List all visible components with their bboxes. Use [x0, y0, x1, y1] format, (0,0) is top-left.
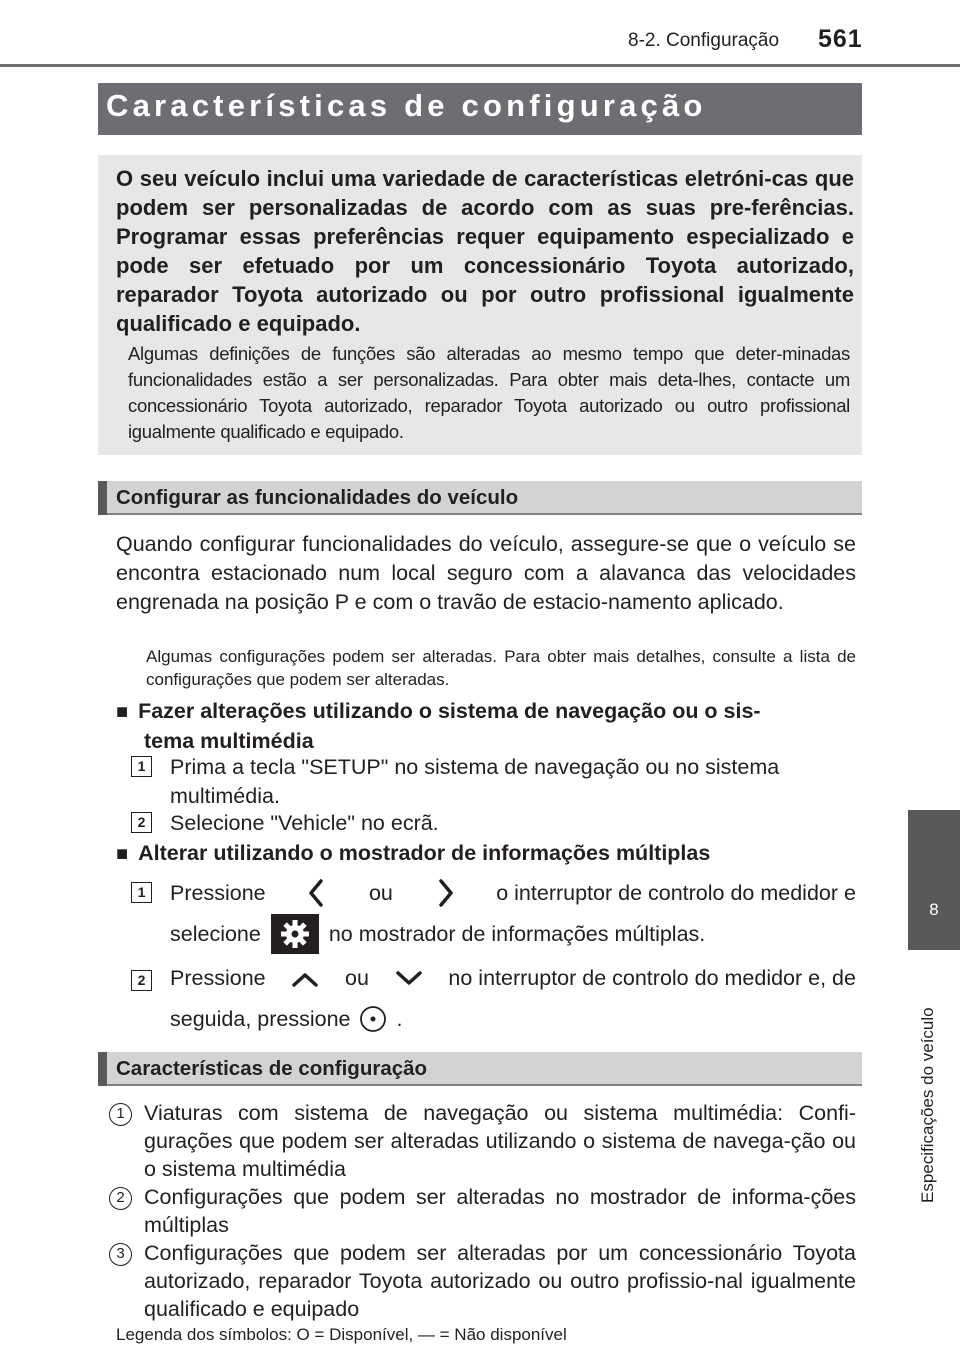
subheading-navigation — [116, 697, 856, 756]
chapter-tab — [908, 810, 960, 950]
step-text: o interruptor de controlo do medidor e — [496, 880, 856, 905]
chapter-label: Especificações do veículo — [918, 1007, 937, 1203]
step-number: 1 — [131, 882, 152, 903]
step-text-line — [170, 1004, 856, 1034]
bullet-square-icon: ■ — [116, 701, 129, 723]
page-number: 561 — [818, 25, 863, 53]
step-text: ou — [345, 966, 369, 990]
step-text: Selecione "Vehicle" no ecrã. — [170, 811, 439, 835]
list-item: Configurações que podem ser alteradas no mostrador de informa-ções múltiplas — [144, 1185, 856, 1237]
subheading-line2: tema multimédia — [144, 729, 314, 753]
section-label: 8-2. Configuração — [628, 30, 780, 51]
list-item: Viaturas com sistema de navegação ou sistema multimédia: Confi-gurações que podem ser alteradas utilizando o sistema de navega-ção ou o sistema multimédia — [144, 1101, 856, 1181]
list-number: 1 — [109, 1103, 132, 1126]
section-heading-configure — [98, 481, 862, 515]
step-text: selecione — [170, 921, 261, 946]
page-title: Características de configuração — [106, 88, 707, 123]
step-text-line — [170, 877, 856, 909]
chapter-number: 8 — [929, 900, 939, 919]
step-text: no mostrador de informações múltiplas. — [328, 921, 706, 946]
step-text: ou — [368, 880, 393, 905]
symbol-legend: Legenda dos símbolos: O = Disponível, — = Não disponível — [116, 1325, 567, 1344]
chevron-down-icon — [393, 968, 425, 990]
list-number: 3 — [109, 1243, 132, 1266]
list-number: 2 — [109, 1187, 132, 1210]
step-text: Pressione — [170, 880, 266, 905]
section-heading-text: Características de configuração — [116, 1057, 428, 1080]
intro-note: Algumas definições de funções são alteradas ao mesmo tempo que deter-minadas funcionalidades estão a ser personalizadas. Para obter mais deta-lhes, contacte um concessionário Toyota autorizado, reparador Toyota autorizado ou outro profissional igualmente qualificado e equipado. — [128, 343, 850, 442]
configure-note: Algumas configurações podem ser alteradas. Para obter mais detalhes, consulte a lista de configurações que podem ser alteradas. — [146, 647, 856, 689]
section-heading-text: Configurar as funcionalidades do veículo — [116, 486, 519, 509]
ok-button-icon — [358, 1004, 388, 1034]
step-text: Prima a tecla "SETUP" no sistema de navegação ou no sistema multimédia. — [170, 755, 780, 808]
step-text: . — [396, 1006, 403, 1031]
list-item: Configurações que podem ser alteradas por um concessionário Toyota autorizado, reparador Toyota autorizado ou outro profissio-nal igualmente qualificado e equipado — [144, 1241, 856, 1321]
step-text: no interruptor de controlo do medidor e, de — [448, 966, 856, 990]
chevron-right-icon — [432, 877, 458, 909]
configure-paragraph: Quando configurar funcionalidades do veículo, assegure-se que o veículo se encontra estacionado num local seguro com a alavanca das velocidades engrenada na posição P e com o travão de estacio-namento aplicado. — [116, 532, 856, 614]
step-text-line — [170, 964, 856, 993]
step-text-line — [170, 914, 856, 954]
section-heading-features — [98, 1052, 862, 1086]
header-rule — [0, 64, 960, 67]
bullet-square-icon: ■ — [116, 843, 129, 865]
subheading-text: Alterar utilizando o mostrador de informações múltiplas — [138, 841, 711, 865]
step-number: 1 — [131, 756, 152, 777]
step-number: 2 — [131, 970, 152, 991]
chevron-left-icon — [304, 877, 330, 909]
intro-text: O seu veículo inclui uma variedade de características eletróni-cas que podem ser personalizadas de acordo com as suas pre-ferências. Programar essas preferências requer equipamento especializado e pode ser efetuado por um concessionário Toyota autorizado, reparador Toyota autorizado ou por outro profissional igualmente qualificado e equipado. — [116, 166, 854, 336]
chevron-up-icon — [289, 968, 321, 990]
subheading-multi-info — [116, 839, 856, 869]
gear-icon — [271, 914, 319, 954]
step-text: Pressione — [170, 966, 266, 990]
step-text: seguida, pressione — [170, 1006, 351, 1031]
subheading-line1: Fazer alterações utilizando o sistema de navegação ou o sis- — [138, 699, 761, 723]
step-number: 2 — [131, 812, 152, 833]
